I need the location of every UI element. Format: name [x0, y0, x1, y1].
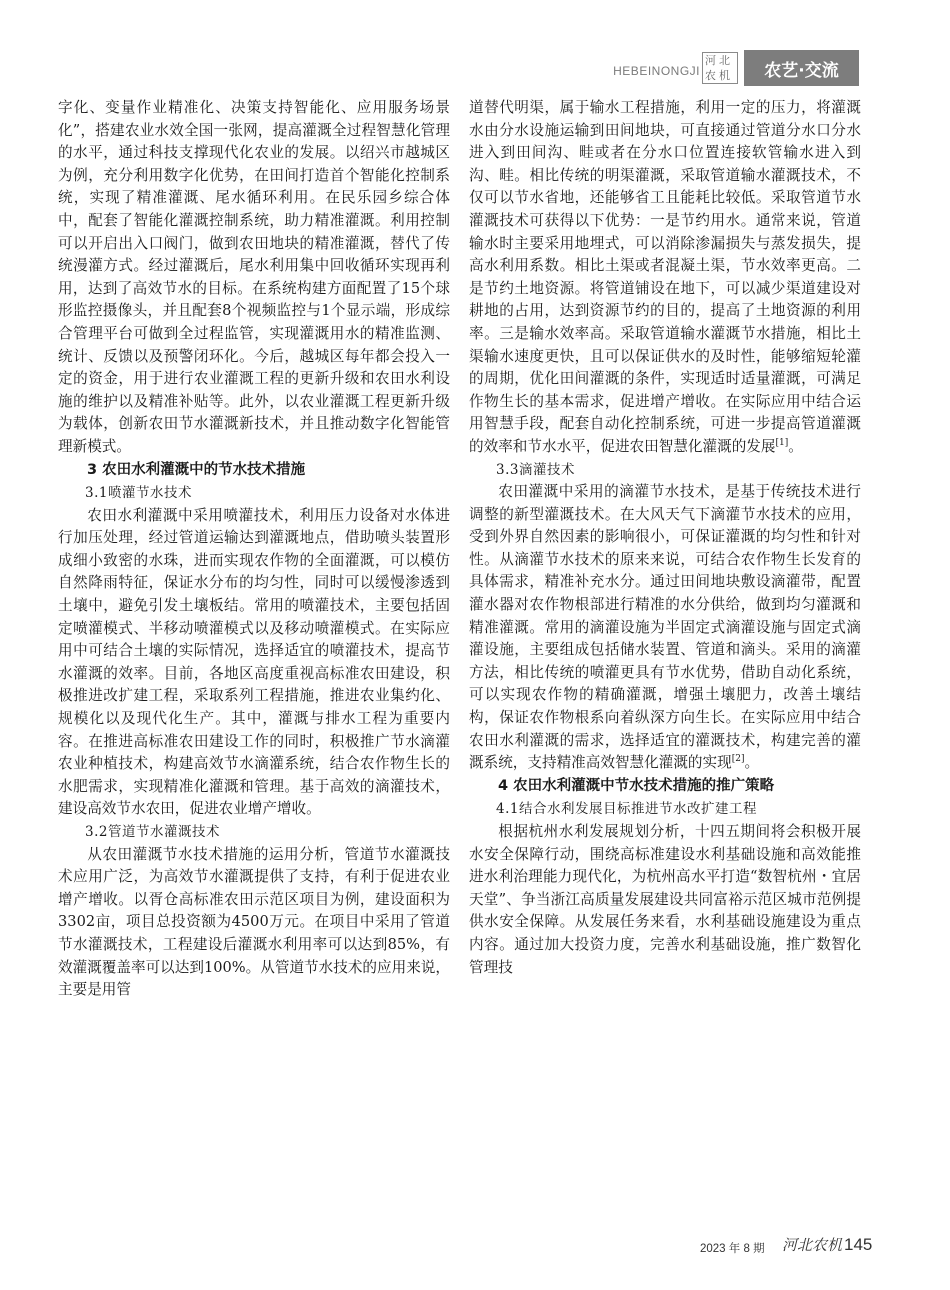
subsection-heading: 4.1结合水利发展目标推进节水改扩建工程 — [496, 801, 757, 818]
subsection-heading: 3.3滴灌技术 — [496, 461, 575, 478]
section-heading: 3 农田水利灌溉中的节水技术措施 — [87, 461, 306, 478]
journal-name-english: HEBEINONGJI — [613, 64, 700, 78]
page-footer — [700, 1232, 900, 1262]
paragraph: 根据杭州水利发展规划分析，十四五期间将会积极开展水安全保障行动，围绕高标准建设水利基础设施和高效能推进水利治理能力现代化，为杭州高水平打造“数智杭州・宜居天堂”、争当浙江高质量发展建设共同富裕示范区城市范例提供水安全保障。从发展任务来看，水利基础设施建设为重点内容。通过加大投资力度，完善水利基础设施，推广数智化管理技 — [469, 823, 861, 976]
paragraph: 农田水利灌溉中采用喷灌技术，利用压力设备对水体进行加压处理，经过管道运输达到灌溉地点，借助喷头装置形成细小致密的水珠，进而实现农作物的全面灌溉，可以模仿自然降雨特征，保证水分布的均匀性，同时可以缓慢渗透到土壤中，避免引发土壤板结。常用的喷灌技术，主要包括固定喷灌模式、半移动喷灌模式以及移动喷灌模式。在实际应用中可结合土壤的实际情况，选择适宜的喷灌技术，提高节水灌溉的效率。目前，各地区高度重视高标准农田建设，积极推进改扩建工程，采取系列工程措施，推进农业集约化、规模化以及现代化生产。其中，灌溉与排水工程为重要内容。在推进高标准农田建设工作的同时，积极推广节水滴灌农业种植技术，构建高效节水滴灌系统，结合农作物生长的水肥需求，实现精准化灌溉和管理。基于高效的滴灌技术，建设高效节水农田，促进农业增产增收。 — [58, 506, 450, 818]
subsection-heading: 3.2管道节水灌溉技术 — [85, 824, 220, 840]
logo-char: 农 — [705, 69, 716, 82]
page-number: 145 — [844, 1235, 873, 1254]
paragraph-text: 农田灌溉中采用的滴灌节水技术，是基于传统技术进行调整的新型灌溉技术。在大风天气下滴灌节水技术的应用，受到外界自然因素的影响很小，可保证灌溉的均匀性和针对性。从滴灌节水技术的原来来说，可结合农作物生长发育的具体需求，精准补充水分。通过田间地块敷设滴灌带，配置灌水器对农作物根部进行精准的水分供给，做到均匀灌溉和精准灌溉。常用的滴灌设施为半固定式滴灌设施与固定式滴灌设施，主要组成包括储水装置、管道和滴头。采用的滴灌方法，相比传统的喷灌更具有节水优势，借助自动化系统，可以实现农作物的精确灌溉，增强土壤肥力，改善土壤结构，保证农作物根系向着纵深方向生长。在实际应用中结合农田水利灌溉的需求，选择适宜的灌溉技术，构建完善的灌溉系统，支持精准高效智慧化灌溉的实现 — [469, 483, 861, 772]
paragraph: 农田灌溉中采用的滴灌节水技术，是基于传统技术进行调整的新型灌溉技术。在大风天气下滴灌节水技术的应用，受到外界自然因素的影响很小，可保证灌溉的均匀性和针对性。从滴灌节水技术的原来来说，可结合农作物生长发育的具体需求，精准补充水分。通过田间地块敷设滴灌带，配置灌水器对农作物根部进行精准的水分供给，做到均匀灌溉和精准灌溉。常用的滴灌设施为半固定式滴灌设施与固定式滴灌设施，主要组成包括储水装置、管道和滴头。采用的滴灌方法，相比传统的喷灌更具有节水优势，借助自动化系统，可以实现农作物的精确灌溉，增强土壤肥力，改善土壤结构，保证农作物根系向着纵深方向生长。在实际应用中结合农田水利灌溉的需求，选择适宜的灌溉技术，构建完善的灌溉系统，支持精准高效智慧化灌溉的实现[2]。 — [469, 483, 861, 772]
subsection-heading: 3.1喷灌节水技术 — [85, 485, 192, 502]
section-heading: 4 农田水利灌溉中节水技术措施的推广策略 — [498, 777, 775, 794]
paragraph: 道替代明渠，属于输水工程措施，利用一定的压力，将灌溉水由分水设施运输到田间地块，可直接通过管道分水口分水进入到田间沟、畦或者在分水口位置连接软管输水进入到沟、畦。相比传统的明渠灌溉，采取管道输水灌溉技术，不仅可以节水省地，还能够省工且能耗比较低。采取管道节水灌溉技术可获得以下优势：一是节约用水。通常来说，管道输水时主要采用地埋式，可以消除渗漏损失与蒸发损失，提高水利用系数。相比土渠或者混凝土渠，节水效率更高。二是节约土地资源。将管道铺设在地下，可以减少渠道建设对耕地的占用，达到资源节约的目的，提高了土地资源的利用率。三是输水效率高。采取管道输水灌溉节水措施，相比土渠输水速度更快，且可以保证供水的及时性，能够缩短轮灌的周期，优化田间灌溉的条件，实现适时适量灌溉，可满足作物生长的基本需求，促进增产增收。在实际应用中结合运用智慧手段，配套自动化控制系统，可进一步提高管道灌溉的效率和节水水平，促进农田智慧化灌溉的发展[1]。 — [469, 99, 861, 455]
paragraph: 字化、变量作业精准化、决策支持智能化、应用服务场景化”，搭建农业水效全国一张网，提高灌溉全过程智慧化管理的水平，通过科技支撑现代化农业的发展。以绍兴市越城区为例，充分利用数字化优势，在田间打造首个智能化控制系统，实现了精准灌溉、尾水循环利用。在民乐园乡综合体中，配套了智能化灌溉控制系统，助力精准灌溉。利用控制可以开启出入口阀门，做到农田地块的精准灌溉，替代了传统漫灌方式。经过灌溉后，尾水利用集中回收循环实现再利用，达到了高效节水的目标。在系统构建方面配置了15个球形监控摄像头，并且配套8个视频监控与1个显示端，形成综合管理平台可做到全过程监管，实现灌溉用水的精准监测、统计、反馈以及预警闭环化。今后，越城区每年都会投入一定的资金，用于进行农业灌溉工程的更新升级和农田水利设施的维护以及精准补贴等。此外，以农业灌溉工程更新升级为载体，创新农田节水灌溉新技术，并且推动数字化智能管理新模式。 — [58, 99, 450, 455]
citation: [2] — [731, 754, 745, 765]
right-column — [469, 97, 861, 979]
page-header — [0, 50, 950, 90]
left-column — [58, 97, 450, 1002]
logo-char: 河 — [705, 54, 716, 67]
footer-logo: 河北农机 — [782, 1236, 843, 1254]
issue-label: 2023 年 8 期 — [700, 1243, 765, 1255]
paragraph-text: 道替代明渠，属于输水工程措施，利用一定的压力，将灌溉水由分水设施运输到田间地块，可直接通过管道分水口分水进入到田间沟、畦或者在分水口位置连接软管输水进入到沟、畦。相比传统的明渠灌溉，采取管道输水灌溉技术，不仅可以节水省地，还能够省工且能耗比较低。采取管道节水灌溉技术可获得以下优势：一是节约用水。通常来说，管道输水时主要采用地埋式，可以消除渗漏损失与蒸发损失，提高水利用系数。相比土渠或者混凝土渠，节水效率更高。二是节约土地资源。将管道铺设在地下，可以减少渠道建设对耕地的占用，达到资源节约的目的，提高了土地资源的利用率。三是输水效率高。采取管道输水灌溉节水措施，相比土渠输水速度更快，且可以保证供水的及时性，能够缩短轮灌的周期，优化田间灌溉的条件，实现适时适量灌溉，可满足作物生长的基本需求，促进增产增收。在实际应用中结合运用智慧手段，配套自动化控制系统，可进一步提高管道灌溉的效率和节水水平，促进农田智慧化灌溉的发展 — [469, 99, 861, 455]
section-label: 农艺·交流 — [744, 50, 859, 86]
logo-char: 北 — [719, 54, 730, 67]
journal-logo — [702, 52, 738, 84]
paragraph: 从农田灌溉节水技术措施的运用分析，管道节水灌溉技术应用广泛，为高效节水灌溉提供了支持，有利于促进农业增产增收。以胥仓高标准农田示范区项目为例，建设面积为3302亩，项目总投资额为4500万元。在项目中采用了管道节水灌溉技术，工程建设后灌溉水利用率可以达到85%，有效灌溉覆盖率可以达到100%。从管道节水技术的应用来说，主要是用管 — [58, 845, 450, 999]
citation: [1] — [775, 438, 789, 449]
logo-char: 机 — [719, 69, 730, 82]
